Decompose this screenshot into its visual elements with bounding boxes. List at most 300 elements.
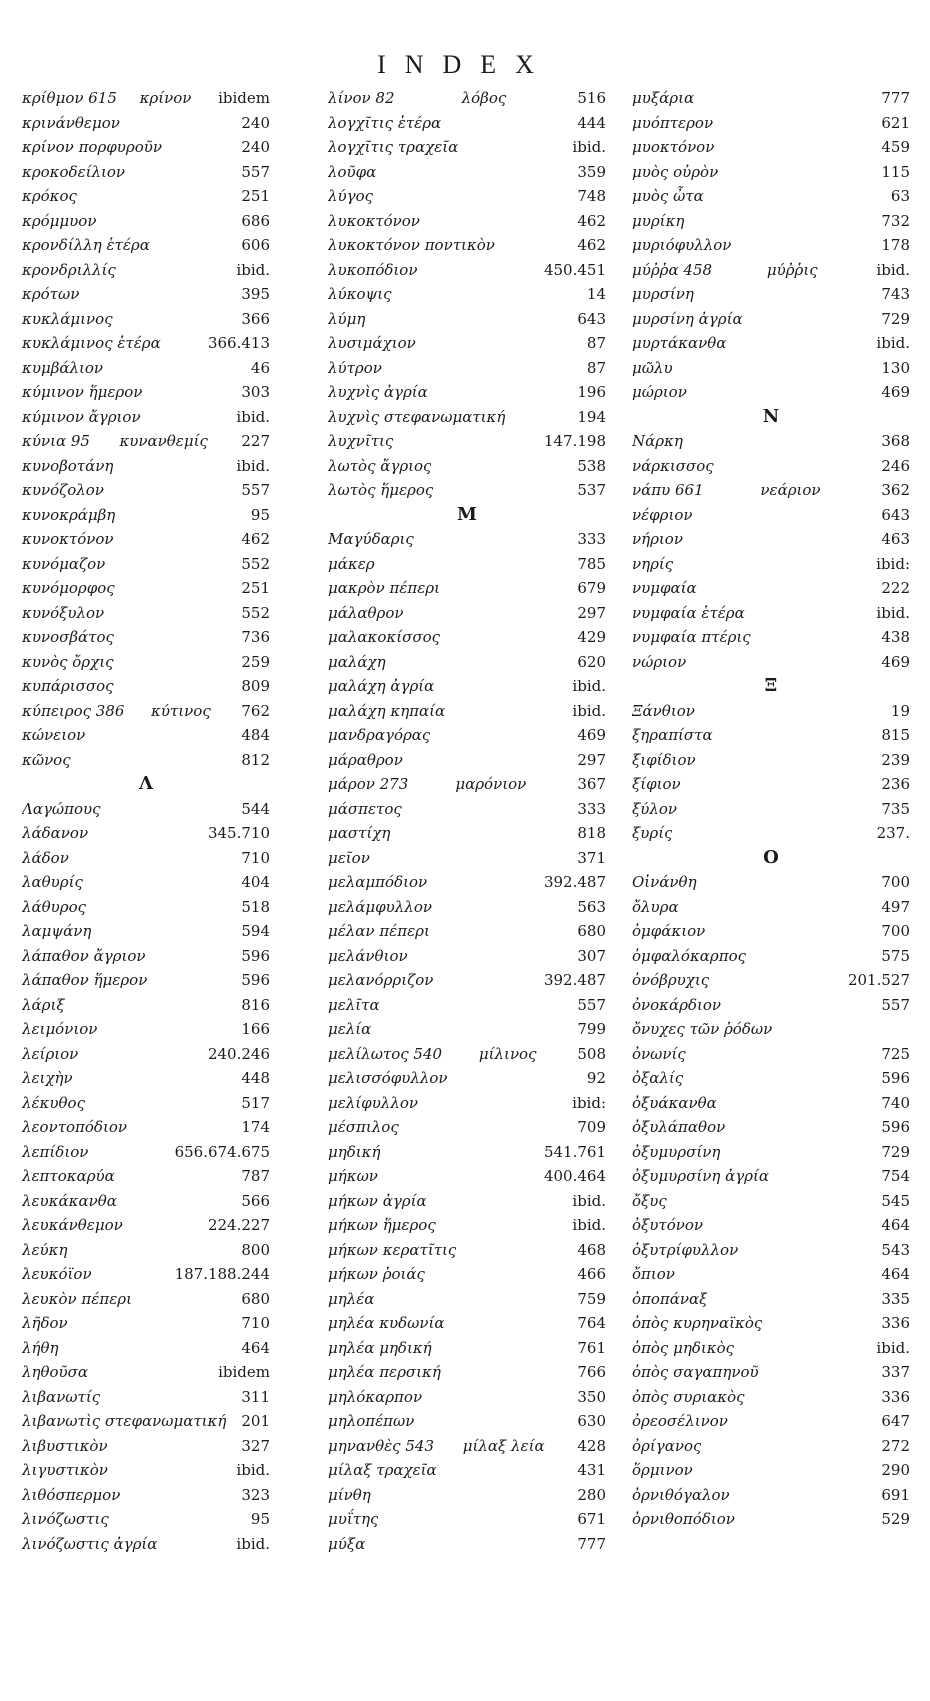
entry-term: ὀξυτρίφυλλον xyxy=(632,1240,739,1259)
entry-page-ref: 735 xyxy=(881,799,910,818)
entry-page-ref: 366 xyxy=(241,309,270,328)
entry-page-ref: 557 xyxy=(881,995,910,1014)
index-entry xyxy=(22,160,270,185)
entry-page-ref: 392.487 xyxy=(543,971,606,989)
entry-term: μελισσόφυλλον xyxy=(328,1069,448,1087)
entry-term: ὀπὸς μηδικὸς xyxy=(632,1338,735,1357)
entry-page-ref: 596 xyxy=(241,971,270,989)
entry-page-ref: ibid. xyxy=(236,1534,270,1553)
entry-term: κρονδριλλίς xyxy=(22,260,116,279)
section-letter: Ν xyxy=(762,405,780,427)
entry-term: μελάνθιον xyxy=(328,946,408,965)
section-letter: Λ xyxy=(139,773,153,794)
entry-page-ref: 444 xyxy=(577,113,606,132)
index-entry xyxy=(632,944,910,969)
entry-page-ref: 764 xyxy=(577,1314,606,1332)
entry-term: λύκοψις xyxy=(328,285,392,303)
entry-page-ref: 222 xyxy=(881,579,910,597)
entry-term: νηρίς xyxy=(632,554,674,573)
entry-term: κρόκος xyxy=(22,187,77,205)
entry-term: μελίλωτος 540 xyxy=(328,1044,443,1063)
entry-term: κυνὸς ὄρχις xyxy=(22,652,114,671)
index-entry xyxy=(328,307,606,332)
index-entry xyxy=(328,625,606,650)
entry-term: λάδον xyxy=(22,848,69,867)
index-entry xyxy=(632,1115,910,1140)
entry-term: ὀξυμυρσίνη xyxy=(632,1142,721,1161)
index-entry xyxy=(328,1213,606,1238)
entry-term: μυριόφυλλον xyxy=(632,236,732,254)
entry-page-ref: 392.487 xyxy=(543,873,606,891)
entry-page-ref: 236 xyxy=(881,775,910,793)
entry-term: λαμψάνη xyxy=(22,922,92,940)
index-entry xyxy=(632,1360,910,1385)
entry-term: λεπτοκαρύα xyxy=(22,1167,115,1185)
index-entry xyxy=(22,552,270,577)
index-entry xyxy=(632,576,910,601)
index-entry xyxy=(328,895,606,920)
entry-page-ref: 517 xyxy=(241,1093,270,1112)
entry-term: κύπειρος 386 xyxy=(22,701,125,720)
index-entry xyxy=(328,1238,606,1263)
index-entry xyxy=(22,1532,270,1557)
entry-term: μώριον xyxy=(632,383,687,401)
entry-term: ξύλον xyxy=(632,799,678,818)
index-entry xyxy=(328,1287,606,1312)
entry-term: Μαγύδαρις xyxy=(328,530,414,548)
entry-page-ref: 464 xyxy=(241,1338,270,1357)
entry-secondary-term: κύτινος xyxy=(151,701,211,720)
entry-term: λευκάνθεμον xyxy=(22,1216,123,1234)
entry-term: κώνειον xyxy=(22,726,86,744)
index-column-2 xyxy=(328,86,606,1556)
entry-page-ref: 643 xyxy=(881,505,910,524)
entry-term: λύτρον xyxy=(328,358,382,377)
entry-page-ref: 469 xyxy=(881,652,910,671)
entry-term: λάριξ xyxy=(22,995,65,1014)
entry-page-ref: ibid. xyxy=(876,334,910,352)
entry-page-ref: 686 xyxy=(241,211,270,230)
entry-page-ref: 311 xyxy=(241,1387,270,1406)
entry-term: μέσπιλος xyxy=(328,1118,399,1136)
index-entry xyxy=(328,1262,606,1287)
entry-term: λαθυρίς xyxy=(22,873,83,891)
index-entry xyxy=(328,1483,606,1508)
index-entry xyxy=(328,552,606,577)
index-entry xyxy=(632,454,910,479)
entry-page-ref: 671 xyxy=(577,1510,606,1528)
index-entry xyxy=(328,184,606,209)
index-entry xyxy=(328,527,606,552)
index-entry xyxy=(632,1164,910,1189)
index-entry xyxy=(22,1287,270,1312)
entry-term: κρίνον πορφυροῦν xyxy=(22,138,162,156)
index-entry xyxy=(22,1311,270,1336)
entry-page-ref: 643 xyxy=(577,309,606,328)
entry-page-ref: 174 xyxy=(241,1118,270,1136)
index-entry xyxy=(632,748,910,773)
entry-term: μήκων xyxy=(328,1167,378,1185)
index-entry xyxy=(22,307,270,332)
index-entry xyxy=(22,282,270,307)
entry-page-ref: 596 xyxy=(881,1069,910,1087)
index-entry xyxy=(632,1262,910,1287)
entry-term: ὀμφαλόκαρπος xyxy=(632,946,747,965)
index-entry xyxy=(328,86,606,111)
entry-secondary-term: κυνανθεμίς xyxy=(119,432,208,450)
entry-page-ref: ibid. xyxy=(876,260,910,279)
entry-page-ref: 240.246 xyxy=(207,1044,270,1063)
entry-term: λάπαθον ἥμερον xyxy=(22,971,148,989)
entry-page-ref: 459 xyxy=(881,138,910,156)
index-entry xyxy=(632,552,910,577)
index-entry xyxy=(632,380,910,405)
entry-page-ref: 14 xyxy=(586,285,606,303)
index-entry xyxy=(22,895,270,920)
entry-page-ref: 552 xyxy=(241,554,270,573)
entry-page-ref: 240 xyxy=(241,113,270,132)
entry-page-ref: 594 xyxy=(241,922,270,940)
entry-page-ref: 762 xyxy=(241,701,270,720)
index-entry xyxy=(22,1409,270,1434)
entry-term: νέφριον xyxy=(632,505,693,524)
entry-page-ref: 557 xyxy=(577,995,606,1014)
entry-term: λήθη xyxy=(22,1338,59,1357)
entry-page-ref: ibid. xyxy=(572,677,606,695)
entry-term: Ξάνθιον xyxy=(632,701,695,720)
entry-page-ref: 647 xyxy=(881,1412,910,1430)
entry-term: μίνθη xyxy=(328,1485,371,1504)
entry-term: μηλόκαρπον xyxy=(328,1387,423,1406)
entry-term: μανδραγόρας xyxy=(328,726,431,744)
index-entry xyxy=(328,1532,606,1557)
index-entry xyxy=(632,625,910,650)
entry-term: ξίφιον xyxy=(632,775,681,793)
entry-page-ref: 543 xyxy=(881,1240,910,1259)
index-entry xyxy=(22,625,270,650)
entry-page-ref: 740 xyxy=(881,1093,910,1112)
entry-term: κρινάνθεμον xyxy=(22,113,120,132)
entry-term: λιβανωτίς xyxy=(22,1387,101,1406)
entry-page-ref: 87 xyxy=(586,334,606,352)
entry-term: κυνόμαζον xyxy=(22,554,106,573)
index-entry xyxy=(22,1115,270,1140)
entry-secondary-term: μύῤῥις xyxy=(766,260,818,279)
index-entry xyxy=(22,1066,270,1091)
entry-secondary-term: νεάριον xyxy=(760,481,821,499)
entry-term: μήκων ῥοιάς xyxy=(328,1265,425,1283)
index-entry xyxy=(632,1287,910,1312)
entry-term: νήριον xyxy=(632,530,683,548)
entry-term: λυχνῖτις xyxy=(328,432,394,450)
entry-page-ref: 785 xyxy=(577,554,606,573)
entry-term: μίλαξ τραχεῖα xyxy=(328,1461,437,1479)
index-entry xyxy=(22,478,270,503)
entry-page-ref: 620 xyxy=(577,652,606,671)
entry-term: ξηραπίστα xyxy=(632,726,713,744)
entry-term: ὀπὸς συριακὸς xyxy=(632,1387,745,1406)
entry-page-ref: ibid. xyxy=(236,407,270,426)
index-entry xyxy=(632,650,910,675)
entry-term: μεῖον xyxy=(328,848,370,867)
entry-term: μακρὸν πέπερι xyxy=(328,579,440,597)
entry-term: νυμφαία xyxy=(632,579,697,597)
entry-term: λειχὴν xyxy=(22,1069,73,1087)
index-entry xyxy=(22,184,270,209)
entry-page-ref: 429 xyxy=(577,628,606,646)
index-entry xyxy=(22,86,270,111)
entry-term: ὀξυάκανθα xyxy=(632,1093,717,1112)
entry-page-ref: 463 xyxy=(881,530,910,548)
index-entry xyxy=(632,797,910,822)
entry-term: μαλακοκίσσος xyxy=(328,628,441,646)
entry-term: ὀρεοσέλινον xyxy=(632,1412,728,1430)
index-entry xyxy=(632,1409,910,1434)
entry-term: ὀμφάκιον xyxy=(632,922,706,940)
entry-page-ref: ibid. xyxy=(572,1191,606,1210)
index-entry xyxy=(328,1189,606,1214)
entry-page-ref: 725 xyxy=(881,1044,910,1063)
entry-page-ref: 759 xyxy=(577,1289,606,1308)
index-entry xyxy=(22,650,270,675)
index-entry xyxy=(632,209,910,234)
entry-page-ref: 323 xyxy=(241,1485,270,1504)
index-entry xyxy=(328,576,606,601)
entry-term: μηλέα xyxy=(328,1289,375,1308)
entry-term: λιβανωτὶς στεφανωματική xyxy=(22,1412,227,1430)
entry-page-ref: 679 xyxy=(577,579,606,597)
index-entry xyxy=(632,968,910,993)
index-entry xyxy=(328,1164,606,1189)
entry-term: κυνόξυλον xyxy=(22,603,105,622)
index-entry xyxy=(632,503,910,528)
index-entry xyxy=(328,1066,606,1091)
entry-term: μαλάχη xyxy=(328,652,386,671)
entry-term: μάσπετος xyxy=(328,799,402,818)
entry-page-ref: 187.188.244 xyxy=(174,1265,270,1283)
entry-term: μάκερ xyxy=(328,554,375,573)
index-entry xyxy=(632,478,910,503)
entry-term: κύμινον ἄγριον xyxy=(22,407,141,426)
entry-term: λεπίδιον xyxy=(22,1142,89,1161)
entry-page-ref: 240 xyxy=(241,138,270,156)
index-entry xyxy=(22,601,270,626)
index-entry xyxy=(22,1434,270,1459)
index-entry xyxy=(632,1434,910,1459)
index-entry xyxy=(22,233,270,258)
index-entry xyxy=(22,944,270,969)
entry-page-ref: 729 xyxy=(881,1142,910,1161)
entry-page-ref: 95 xyxy=(250,505,270,524)
index-entry xyxy=(632,1336,910,1361)
entry-term: μάλαθρον xyxy=(328,603,404,622)
entry-page-ref: 557 xyxy=(241,481,270,499)
entry-term: μυοκτόνον xyxy=(632,138,715,156)
entry-page-ref: 816 xyxy=(241,995,270,1014)
index-entry xyxy=(632,1189,910,1214)
index-entry xyxy=(632,993,910,1018)
index-entry xyxy=(328,821,606,846)
index-entry xyxy=(632,1140,910,1165)
entry-page-ref: 656.674.675 xyxy=(174,1142,270,1161)
index-entry xyxy=(22,797,270,822)
index-entry xyxy=(328,356,606,381)
index-entry xyxy=(22,135,270,160)
entry-term: ὀπὸς κυρηναϊκὸς xyxy=(632,1314,763,1332)
entry-term: ὀξαλίς xyxy=(632,1069,684,1087)
index-entry xyxy=(328,870,606,895)
entry-page-ref: 545 xyxy=(881,1191,910,1210)
entry-term: λευκὸν πέπερι xyxy=(22,1289,132,1308)
index-entry xyxy=(22,527,270,552)
index-entry xyxy=(328,699,606,724)
index-entry xyxy=(632,111,910,136)
entry-term: ὀπὸς σαγαπηνοῦ xyxy=(632,1363,759,1381)
index-entry xyxy=(632,1238,910,1263)
entry-term: ὀρίγανος xyxy=(632,1436,702,1455)
entry-page-ref: 246 xyxy=(881,456,910,475)
entry-term: νώριον xyxy=(632,652,687,671)
entry-term: Λαγώπους xyxy=(22,799,101,818)
entry-page-ref: 259 xyxy=(241,652,270,671)
index-entry xyxy=(328,454,606,479)
entry-page-ref: 800 xyxy=(241,1240,270,1259)
entry-term: μαστίχη xyxy=(328,824,391,842)
index-entry xyxy=(22,1140,270,1165)
entry-page-ref: ibid. xyxy=(572,701,606,720)
entry-page-ref: 787 xyxy=(241,1167,270,1185)
entry-term: μαλάχη κηπαία xyxy=(328,701,446,720)
index-entry xyxy=(328,282,606,307)
entry-page-ref: 766 xyxy=(577,1363,606,1381)
entry-term: λωτὸς ἄγριος xyxy=(328,456,432,475)
entry-page-ref: ibid. xyxy=(236,260,270,279)
index-entry xyxy=(22,968,270,993)
entry-term: μυρίκη xyxy=(632,211,685,230)
entry-term: Οἰνάνθη xyxy=(632,873,697,891)
entry-term: νυμφαία πτέρις xyxy=(632,628,751,646)
index-entry xyxy=(632,723,910,748)
entry-page-ref: 544 xyxy=(241,799,270,818)
index-entry xyxy=(632,307,910,332)
entry-page-ref: 359 xyxy=(577,162,606,181)
entry-term: λευκόϊον xyxy=(22,1265,92,1283)
entry-secondary-term: μίλαξ λεία xyxy=(462,1436,545,1455)
entry-term: Νάρκη xyxy=(632,432,683,450)
entry-term: μελῖτα xyxy=(328,995,380,1014)
index-entry xyxy=(22,503,270,528)
index-entry xyxy=(632,429,910,454)
index-entry xyxy=(22,1458,270,1483)
entry-term: λύγος xyxy=(328,187,374,205)
entry-term: μηλοπέπων xyxy=(328,1412,415,1430)
entry-term: μηλέα περσική xyxy=(328,1363,441,1381)
entry-term: ὅρμινον xyxy=(632,1461,693,1479)
index-entry xyxy=(328,478,606,503)
entry-page-ref: 178 xyxy=(881,236,910,254)
entry-term: κύνια 95 xyxy=(22,432,90,450)
entry-term: μυρτάκανθα xyxy=(632,334,727,352)
index-entry xyxy=(632,1507,910,1532)
entry-page-ref: 201.527 xyxy=(847,971,910,989)
entry-page-ref: 575 xyxy=(881,946,910,965)
index-entry xyxy=(328,1115,606,1140)
entry-term: μηνανθὲς 543 xyxy=(328,1436,434,1455)
entry-page-ref: 812 xyxy=(241,750,270,769)
entry-page-ref: 552 xyxy=(241,603,270,622)
entry-page-ref: 19 xyxy=(890,701,910,720)
index-entry xyxy=(632,160,910,185)
entry-page-ref: ibid. xyxy=(572,1216,606,1234)
entry-term: μήκων ἀγρία xyxy=(328,1191,427,1210)
section-letter: Μ xyxy=(457,503,477,525)
index-entry xyxy=(328,405,606,430)
index-column-3 xyxy=(632,86,910,1532)
index-entry xyxy=(22,870,270,895)
entry-page-ref: 87 xyxy=(586,358,606,377)
page-title: INDEX xyxy=(377,50,553,79)
entry-term: μελάμφυλλον xyxy=(328,897,432,916)
entry-page-ref: 563 xyxy=(577,897,606,916)
entry-term: ὄπιον xyxy=(632,1265,675,1283)
entry-page-ref: 92 xyxy=(586,1069,606,1087)
entry-term: μελίφυλλον xyxy=(328,1093,418,1112)
entry-secondary-term: λόβος xyxy=(461,89,507,107)
index-entry xyxy=(22,1091,270,1116)
entry-page-ref: 404 xyxy=(241,873,270,891)
entry-term: λύμη xyxy=(328,309,366,328)
index-entry xyxy=(22,846,270,871)
entry-page-ref: 529 xyxy=(881,1510,910,1528)
entry-page-ref: 680 xyxy=(241,1289,270,1308)
entry-term: λυκοπόδιον xyxy=(328,260,418,279)
entry-term: μελία xyxy=(328,1020,372,1038)
entry-page-ref: 799 xyxy=(577,1020,606,1038)
entry-page-ref: 466 xyxy=(577,1265,606,1283)
entry-page-ref: 227 xyxy=(241,432,270,450)
entry-page-ref: 428 xyxy=(577,1436,606,1455)
entry-page-ref: 290 xyxy=(881,1461,910,1479)
entry-page-ref: 732 xyxy=(881,211,910,230)
entry-term: κροκοδείλιον xyxy=(22,162,126,181)
entry-term: μηλέα κυδωνία xyxy=(328,1314,445,1332)
index-entry xyxy=(328,1311,606,1336)
index-entry xyxy=(22,821,270,846)
entry-page-ref: 606 xyxy=(241,236,270,254)
entry-page-ref: 777 xyxy=(881,89,910,107)
entry-page-ref: 366.413 xyxy=(207,334,270,352)
index-entry xyxy=(632,1483,910,1508)
index-entry xyxy=(328,258,606,283)
entry-term: μῶλυ xyxy=(632,358,673,377)
index-entry xyxy=(22,1360,270,1385)
entry-term: λάπαθον ἄγριον xyxy=(22,946,146,965)
entry-secondary-term: μίλινος xyxy=(478,1044,537,1063)
entry-page-ref: 196 xyxy=(577,383,606,401)
index-entry xyxy=(22,258,270,283)
entry-term: λογχῖτις ἑτέρα xyxy=(328,113,442,132)
entry-page-ref: 201 xyxy=(241,1412,270,1430)
entry-term: λωτὸς ἥμερος xyxy=(328,481,434,499)
index-entry xyxy=(632,699,910,724)
entry-term: ὀξυτόνον xyxy=(632,1216,704,1234)
entry-page-ref: 166 xyxy=(241,1020,270,1038)
entry-page-ref: 736 xyxy=(241,628,270,646)
entry-page-ref: 710 xyxy=(241,848,270,867)
index-entry xyxy=(632,1458,910,1483)
entry-page-ref: 63 xyxy=(890,187,910,205)
entry-term: ὄλυρα xyxy=(632,897,679,916)
